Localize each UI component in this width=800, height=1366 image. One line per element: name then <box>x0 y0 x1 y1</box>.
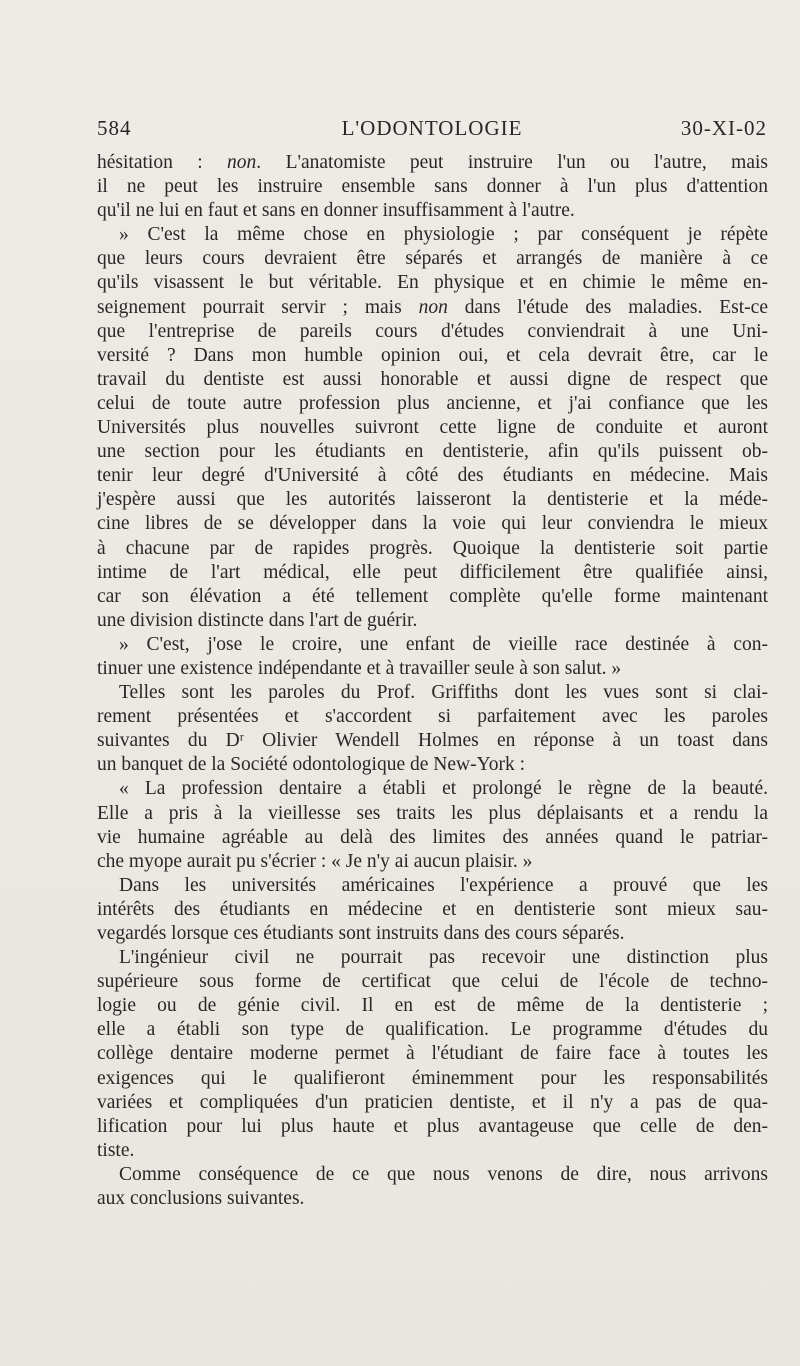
text-line: car son élévation a été tellement complète qu'elle forme maintenant <box>97 585 768 607</box>
text-line: hésitation : non. L'anatomiste peut instruire l'un ou l'autre, mais <box>97 152 768 173</box>
text-line: celui de toute autre profession plus ancienne, et j'ai confiance que les <box>97 392 768 414</box>
text-line: tinuer une existence indépendante et à travailler seule à son salut. » <box>97 657 622 679</box>
text-line: cine libres de se développer dans la voie qui leur conviendra le mieux <box>97 513 768 535</box>
text-line: aux conclusions suivantes. <box>97 1188 305 1210</box>
text-line: Elle a pris à la vieillesse ses traits les plus déplaisants et a rendu la <box>97 802 768 824</box>
text-line: j'espère aussi que les autorités laisseront la dentisterie et la méde- <box>97 489 768 511</box>
text-line: il ne peut les instruire ensemble sans donner à l'un plus d'attention <box>97 176 768 198</box>
text-line: » C'est la même chose en physiologie ; par conséquent je répète <box>119 224 768 246</box>
text-line: Comme conséquence de ce que nous venons de dire, nous arrivons <box>119 1163 768 1185</box>
text-line: intérêts des étudiants en médecine et en dentisterie sont mieux sau- <box>97 898 768 920</box>
text-line: » C'est, j'ose le croire, une enfant de vieille race destinée à con- <box>119 633 768 655</box>
text-line: supérieure sous forme de certificat que celui de l'école de techno- <box>97 971 768 993</box>
text-line: elle a établi son type de qualification. Le programme d'études du <box>97 1019 768 1041</box>
running-header <box>97 116 767 146</box>
text-line: Universités plus nouvelles suivront cette ligne de conduite et auront <box>97 417 768 439</box>
text-line: intime de l'art médical, elle peut difficilement être qualifiée ainsi, <box>97 561 768 583</box>
text-line: que l'entreprise de pareils cours d'études conviendrait à une Uni- <box>97 320 768 342</box>
text-line: un banquet de la Société odontologique de New-York : <box>97 754 526 776</box>
text-line: qu'il ne lui en faut et sans en donner insuffisamment à l'autre. <box>97 200 575 222</box>
text-line: une section pour les étudiants en dentisterie, afin qu'ils puissent ob- <box>97 441 768 463</box>
text-line: Dans les universités américaines l'expérience a prouvé que les <box>119 874 768 896</box>
text-line: vegardés lorsque ces étudiants sont instruits dans des cours séparés. <box>97 923 625 944</box>
page-number: 584 <box>97 116 132 140</box>
text-line: qu'ils visassent le but véritable. En physique et en chimie le même en- <box>97 272 768 294</box>
text-line: variées et compliquées d'un praticien dentiste, et il n'y a pas de qua- <box>97 1091 768 1113</box>
text-line: « La profession dentaire a établi et prolongé le règne de la beauté. <box>119 778 768 800</box>
text-line: collège dentaire moderne permet à l'étudiant de faire face à toutes les <box>97 1043 768 1065</box>
text-line: seignement pourrait servir ; mais non dans l'étude des maladies. Est-ce <box>97 296 768 318</box>
text-line: vie humaine agréable au delà des limites des années quand le patriar- <box>97 826 768 848</box>
text-line: logie ou de génie civil. Il en est de même de la dentisterie ; <box>97 995 768 1017</box>
text-line: tiste. <box>97 1139 135 1161</box>
text-line: tenir leur degré d'Université à côté des étudiants en médecine. Mais <box>97 465 768 487</box>
text-line: à chacune par de rapides progrès. Quoique la dentisterie soit partie <box>97 537 768 559</box>
text-line: Telles sont les paroles du Prof. Griffiths dont les vues sont si clai- <box>119 682 768 704</box>
text-line: exigences qui le qualifieront éminemment pour les responsabilités <box>97 1067 768 1089</box>
text-line: travail du dentiste est aussi honorable et aussi digne de respect que <box>97 368 768 390</box>
issue-date: 30-XI-02 <box>680 116 767 140</box>
text-line: suivantes du Dʳ Olivier Wendell Holmes en réponse à un toast dans <box>97 730 768 752</box>
text-line: rement présentées et s'accordent si parfaitement avec les paroles <box>97 706 768 728</box>
text-line: lification pour lui plus haute et plus avantageuse que celle de den- <box>97 1115 768 1137</box>
text-line: che myope aurait pu s'écrier : « Je n'y ai aucun plaisir. » <box>97 850 533 872</box>
text-line: que leurs cours devraient être séparés et arrangés de manière à ce <box>97 248 768 270</box>
running-title: L'ODONTOLOGIE <box>341 116 523 140</box>
text-line: L'ingénieur civil ne pourrait pas recevoir une distinction plus <box>119 947 768 969</box>
text-line: versité ? Dans mon humble opinion oui, et cela devrait être, car le <box>97 344 768 366</box>
body-text <box>97 151 768 1211</box>
text-line: une division distincte dans l'art de guérir. <box>97 609 418 631</box>
